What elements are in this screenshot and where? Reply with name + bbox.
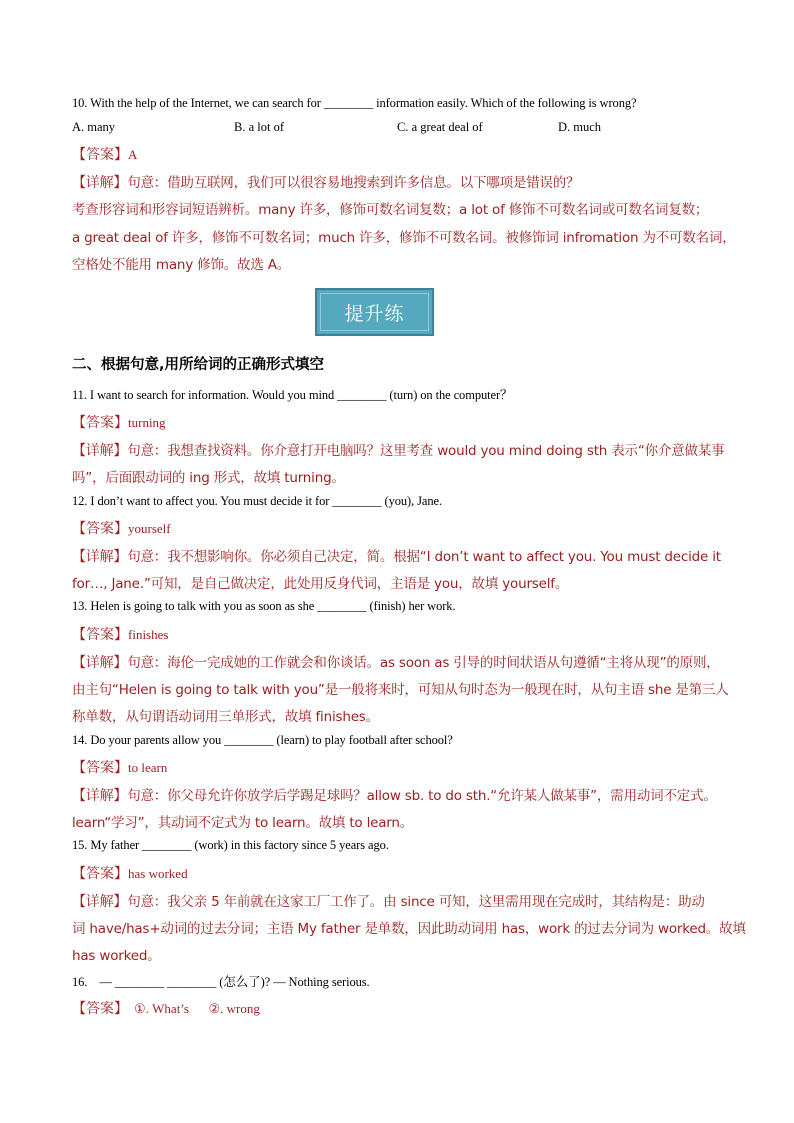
q16-answer: ①. What’s ②. wrong bbox=[134, 1001, 260, 1016]
q11-detail-line-1: 【详解】句意：我想查找资料。你介意打开电脑吗？这里考查 would you mind doing sth 表示“你介意做某事 bbox=[72, 443, 725, 459]
q14-question: 14. Do your parents allow you ________ (learn) to play football after school? bbox=[72, 733, 453, 747]
q10-question: 10. With the help of the Internet, we can search for ________ information easily. Which of the following is wrong? bbox=[72, 96, 637, 110]
q15-answer-row: 【答案】has worked bbox=[72, 866, 188, 882]
q12-detail-line-1: 【详解】句意：我不想影响你。你必须自己决定，简。根据“I don’t want to affect you. You must decide it bbox=[72, 549, 721, 565]
q15-question: 15. My father ________ (work) in this factory since 5 years ago. bbox=[72, 838, 389, 852]
q16-question: 16. — ________ ________ (怎么了)? — Nothing serious. bbox=[72, 975, 370, 989]
q11-question: 11. I want to search for information. Would you mind ________ (turn) on the computer？ bbox=[72, 388, 513, 402]
q14-answer-row: 【答案】to learn bbox=[72, 760, 168, 776]
q14-detail-line-2: learn“学习”，其动词不定式为 to learn。故填 to learn。 bbox=[72, 815, 414, 831]
q10-detail-line-3: a great deal of 许多，修饰不可数名词；much 许多，修饰不可数名词。被修饰词 infromation 为不可数名词， bbox=[72, 230, 736, 246]
q10-detail-line-4: 空格处不能用 many 修饰。故选 A。 bbox=[72, 257, 291, 273]
q13-detail-line-1: 【详解】句意：海伦一完成她的工作就会和你谈话。as soon as 引导的时间状语从句遵循“主将从现”的原则， bbox=[72, 655, 720, 671]
q12-answer: yourself bbox=[128, 521, 171, 536]
q11-answer-row: 【答案】turning bbox=[72, 415, 166, 431]
q10-answer: A bbox=[128, 147, 138, 162]
q12-detail-line-2: for…, Jane.”可知，是自己做决定，此处用反身代词，主语是 you，故填 yourself。 bbox=[72, 576, 569, 592]
q10-option-c: C. a great deal of bbox=[397, 120, 483, 134]
detail-label: 【详解】 bbox=[72, 175, 128, 191]
q13-answer: finishes bbox=[128, 627, 169, 642]
q10-detail-line-2: 考查形容词和形容词短语辨析。many 许多，修饰可数名词复数；a lot of 修饰不可数名词或可数名词复数； bbox=[72, 202, 709, 218]
q15-answer: has worked bbox=[128, 866, 188, 881]
q10-option-a: A. many bbox=[72, 120, 116, 134]
answer-label: 【答案】 bbox=[72, 147, 128, 163]
q12-question: 12. I don’t want to affect you. You must decide it for ________ (you), Jane. bbox=[72, 494, 443, 508]
q15-detail-line-3: has worked。 bbox=[72, 948, 161, 964]
q16-answer-row: 【答案】 ①. What’s ②. wrong bbox=[72, 1001, 260, 1017]
q10-option-b: B. a lot of bbox=[234, 120, 284, 134]
q13-detail-line-2: 由主句“Helen is going to talk with you”是一般将来时，可知从句时态为一般现在时，从句主语 she 是第三人 bbox=[72, 682, 729, 698]
q13-question: 13. Helen is going to talk with you as soon as she ________ (finish) her work. bbox=[72, 599, 456, 613]
q10-detail-line-1: 【详解】句意：借助互联网，我们可以很容易地搜索到许多信息。以下哪项是错误的？ bbox=[72, 175, 580, 191]
q14-answer: to learn bbox=[128, 760, 168, 775]
q15-detail-line-1: 【详解】句意：我父亲 5 年前就在这家工厂工作了。由 since 可知，这里需用现在完成时，其结构是：助动 bbox=[72, 894, 705, 910]
q11-answer: turning bbox=[128, 415, 166, 430]
q13-answer-row: 【答案】finishes bbox=[72, 627, 169, 643]
q14-detail-line-1: 【详解】句意：你父母允许你放学后学踢足球吗？allow sb. to do sth.“允许某人做某事”，需用动词不定式。 bbox=[72, 788, 717, 804]
q12-answer-row: 【答案】yourself bbox=[72, 521, 171, 537]
q10-answer-row bbox=[72, 144, 137, 164]
practice-banner: 提升练 bbox=[315, 288, 434, 336]
q10-option-d: D. much bbox=[558, 120, 602, 134]
q11-detail-line-2: 吗”，后面跟动词的 ing 形式，故填 turning。 bbox=[72, 470, 345, 486]
q15-detail-line-2: 词 have/has+动词的过去分词；主语 My father 是单数，因此助动词用 has，work 的过去分词为 worked。故填 bbox=[72, 921, 746, 937]
section-title: 二、根据句意,用所给词的正确形式填空 bbox=[72, 357, 325, 373]
q13-detail-line-3: 称单数，从句谓语动词用三单形式，故填 finishes。 bbox=[72, 709, 379, 725]
